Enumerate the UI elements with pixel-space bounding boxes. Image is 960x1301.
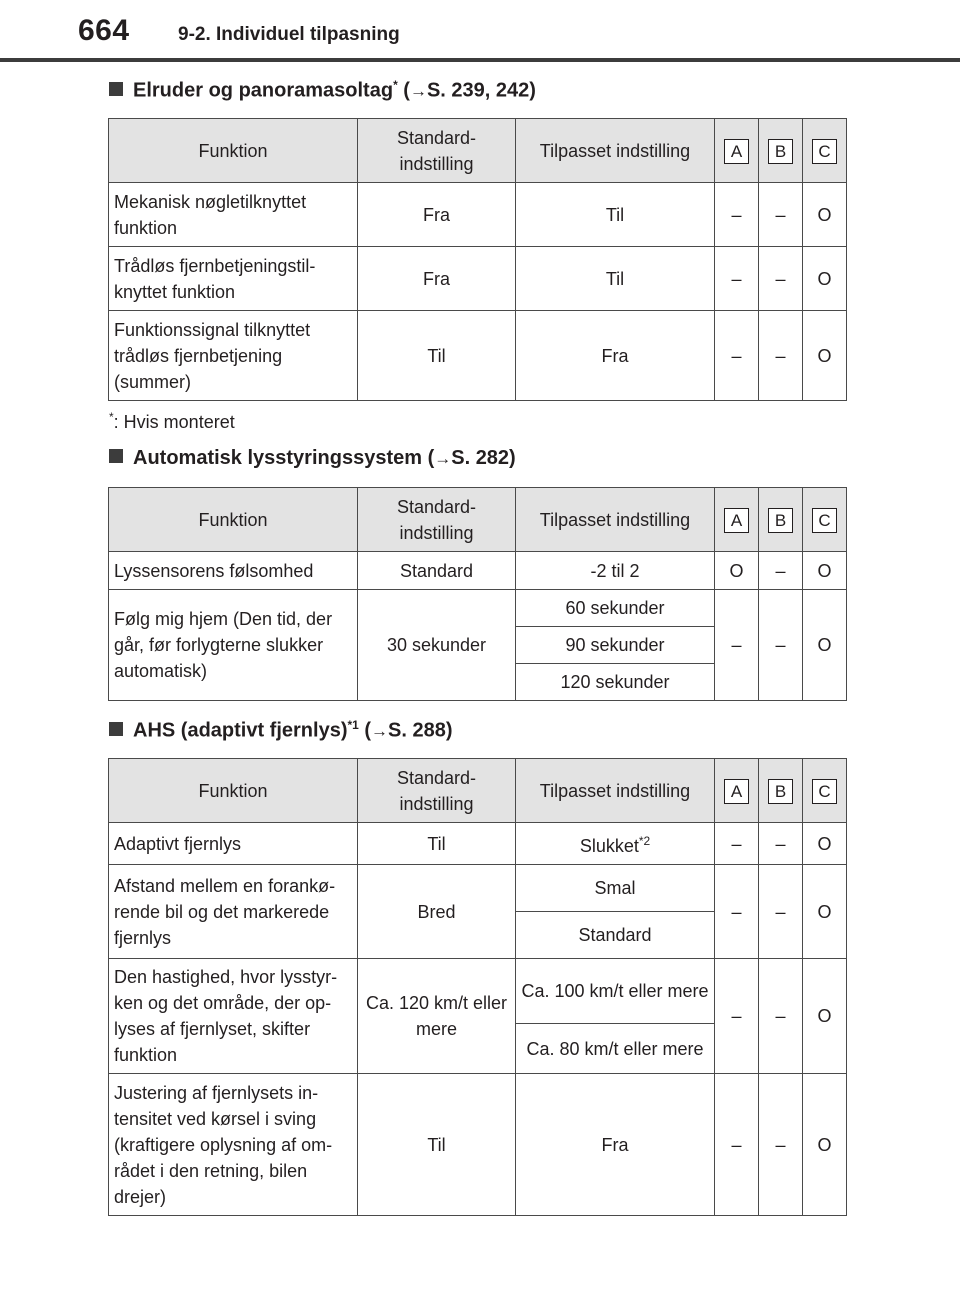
col-default: Standard- indstilling [358,488,516,552]
table-header-row [109,488,847,552]
table-row: Afstand mellem en forankø-rende bil og det markerede fjernlys Bred Smal – – O [109,865,847,912]
arrow-right-icon: → [409,81,427,101]
table-header-row [109,119,847,183]
square-bullet-icon [109,82,123,96]
col-c [803,759,847,823]
col-function: Funktion [109,759,358,823]
section-heading-light-control: Automatisk lysstyringssystem (→S. 282) [109,447,516,470]
page-reference: S. 288) [388,719,453,742]
table-row: Trådløs fjernbetjeningstil-knyttet funktion Fra Til – – O [109,247,847,311]
footnote: *: Hvis monteret [109,410,235,432]
col-custom: Tilpasset indstilling [516,119,715,183]
table-row: Den hastighed, hvor lysstyr-ken og det område, der op-lyses af fjernlyset, skifter funktion Ca. 120 km/t eller mere Ca. 100 km/t eller mere – – O [109,959,847,1024]
letter-a-box: A [724,139,749,164]
col-custom: Tilpasset indstilling [516,759,715,823]
col-function: Funktion [109,119,358,183]
col-default: Standard- indstilling [358,119,516,183]
col-default: Standard- indstilling [358,759,516,823]
page-number: 664 [78,14,130,47]
col-b [759,119,803,183]
table-row: Standard [109,912,847,959]
table-row: 120 sekunder [109,664,847,701]
table-row: Følg mig hjem (Den tid, der går, før forlygterne slukker automatisk) 30 sekunder 60 sekunder – – O [109,590,847,627]
chapter-title: 9-2. Individuel tilpasning [178,24,400,45]
col-c [803,488,847,552]
square-bullet-icon [109,449,123,463]
letter-b-box: B [768,779,793,804]
header-rule [0,58,960,62]
letter-c-box: C [812,508,837,533]
col-c [803,119,847,183]
settings-table-ahs [108,758,847,1216]
page-reference: S. 282) [451,447,516,469]
col-function: Funktion [109,488,358,552]
table-row: Funktionssignal tilknyttet trådløs fjernbetjening (summer) Til Fra – – O [109,311,847,401]
letter-c-box: C [812,779,837,804]
col-custom: Tilpasset indstilling [516,488,715,552]
settings-table-windows [108,118,847,401]
col-a [715,488,759,552]
arrow-right-icon: → [434,449,452,468]
table-row: Adaptivt fjernlys Til Slukket$^{*2}$ – – O [109,823,847,865]
square-bullet-icon [109,722,123,736]
col-b [759,759,803,823]
table-row: Justering af fjernlysets in-tensitet ved kørsel i sving (kraftigere oplysning af om-rådet i den retning, bilen drejer) Til Fra – – O [109,1074,847,1216]
settings-table-light-control [108,487,847,701]
letter-b-box: B [768,139,793,164]
col-b [759,488,803,552]
col-a [715,119,759,183]
letter-a-box: A [724,779,749,804]
page-header [0,0,960,60]
letter-c-box: C [812,139,837,164]
table-row: Mekanisk nøgletilknyttet funktion Fra Til – – O [109,183,847,247]
page-reference: S. 239, 242) [426,79,536,102]
table-row: Lyssensorens følsomhed Standard -2 til 2 O – O [109,552,847,590]
table-row: 90 sekunder [109,627,847,664]
letter-b-box: B [768,508,793,533]
section-heading-windows: Elruder og panoramasoltag* (→S. 239, 242) [109,78,536,103]
section-heading-ahs: AHS (adaptivt fjernlys)$^{*1}$ (→S. 288) [109,718,453,743]
table-header-row [109,759,847,823]
arrow-right-icon: → [371,721,389,741]
letter-a-box: A [724,508,749,533]
table-row: Ca. 80 km/t eller mere [109,1024,847,1074]
col-a [715,759,759,823]
